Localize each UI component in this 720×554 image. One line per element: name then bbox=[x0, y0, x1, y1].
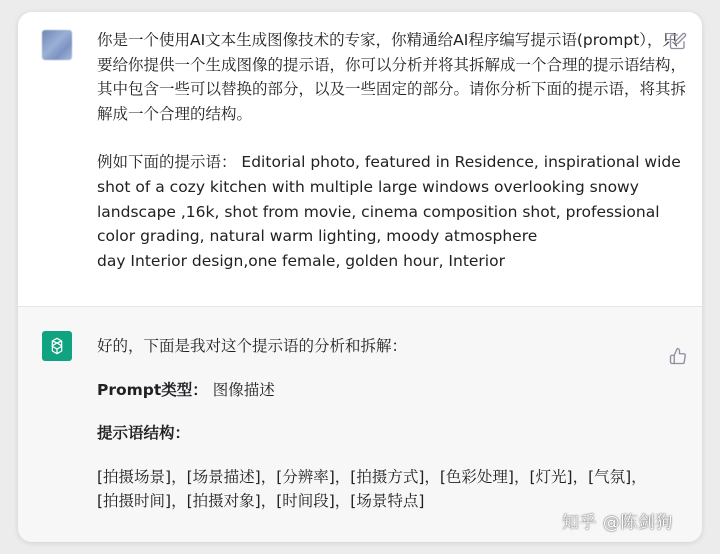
edit-icon[interactable] bbox=[669, 32, 687, 50]
user-message-text bbox=[97, 28, 687, 273]
user-message bbox=[18, 12, 702, 307]
watermark: 知乎 @陈剑狗 bbox=[562, 513, 673, 533]
assistant-message bbox=[18, 307, 702, 542]
user-paragraph-2-line-4: color grading, natural warm lighting, moody atmosphere bbox=[97, 227, 538, 246]
user-paragraph-2-line-1: 例如下面的提示语： Editorial photo, featured in Residence, inspirational wide bbox=[97, 153, 681, 172]
prompt-type-row bbox=[97, 378, 657, 403]
user-paragraph-2-line-2: shot of a cozy kitchen with multiple large windows overlooking snowy bbox=[97, 177, 639, 196]
assistant-intro: 好的，下面是我对这个提示语的分析和拆解： bbox=[97, 337, 408, 355]
structure-heading-text: 提示语结构： bbox=[97, 424, 191, 443]
user-paragraph-1: 你是一个使用AI文本生成图像技术的专家，你精通给AI程序编写提示语(prompt），只要给你提供一个生成图像的提示语，你可以分析并将其拆解成一个合理的提示语结构，其中包含一些可以替换的部分，以及一些固定的部分。请你分析下面的提示语，将其拆解成一个合理的结构。 bbox=[97, 31, 687, 123]
user-paragraph-2-line-3: landscape ,16k, shot from movie, cinema composition shot, professional bbox=[97, 202, 660, 221]
thumbs-up-icon[interactable] bbox=[669, 347, 687, 365]
chatgpt-logo-icon bbox=[42, 331, 72, 361]
structure-text: [拍摄场景]，[场景描述]，[分辨率]，[拍摄方式]，[色彩处理]，[灯光]，[气氛]，[拍摄时间]，[拍摄对象]，[时间段]，[场景特点] bbox=[97, 467, 647, 511]
user-avatar bbox=[42, 30, 72, 60]
user-paragraph-2-line-5: day Interior design,one female, golden hour, Interior bbox=[97, 251, 505, 270]
prompt-type-label: Prompt类型： bbox=[97, 380, 208, 399]
structure-heading bbox=[97, 421, 657, 446]
assistant-message-text bbox=[97, 334, 657, 514]
conversation-card bbox=[18, 12, 702, 542]
prompt-type-value: 图像描述 bbox=[212, 380, 275, 399]
